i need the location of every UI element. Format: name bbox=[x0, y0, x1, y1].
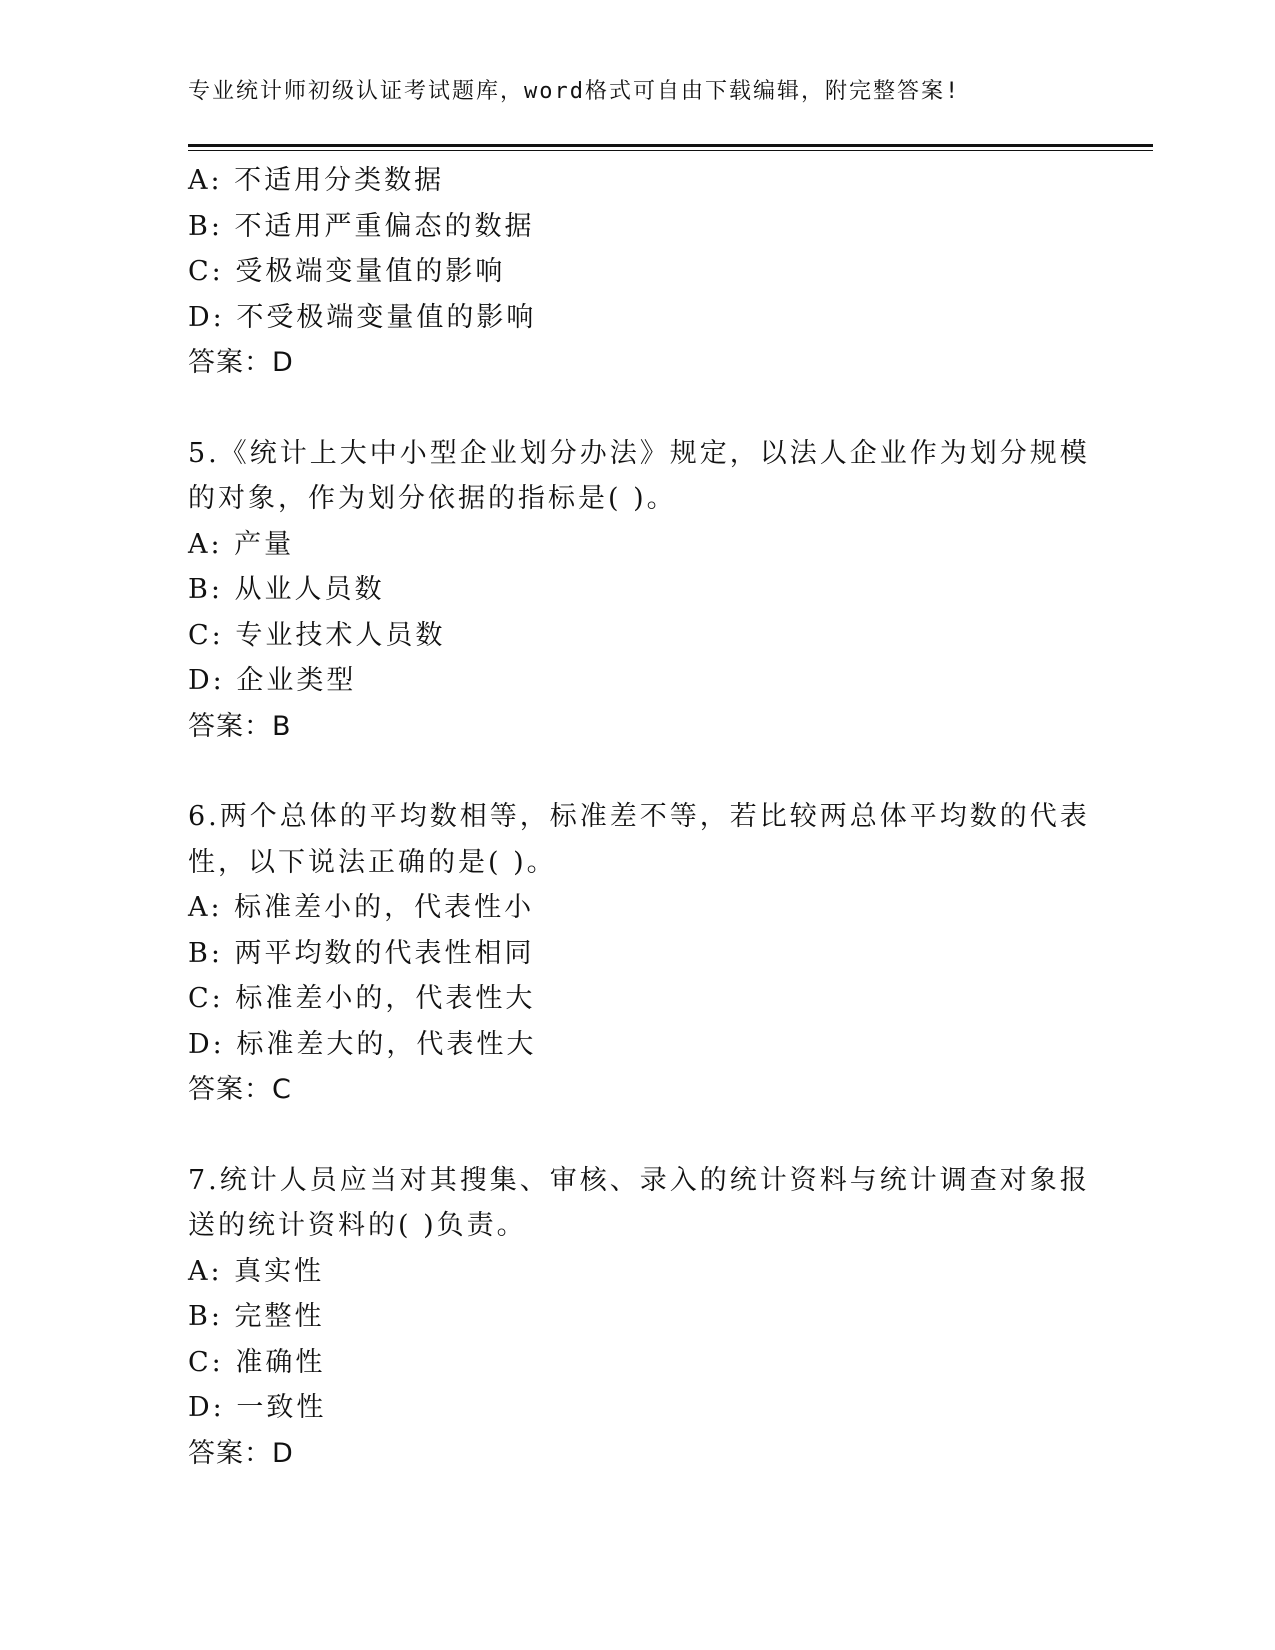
spacer bbox=[188, 1113, 1078, 1158]
answer-line: 答案：C bbox=[188, 1074, 292, 1105]
question-text-line: 性，以下说法正确的是( )。 bbox=[188, 846, 557, 878]
option-d: D: 标准差大的，代表性大 bbox=[188, 1028, 537, 1060]
option-a: A: 标准差小的，代表性小 bbox=[188, 892, 535, 923]
question-text-line: 6.两个总体的平均数相等，标准差不等，若比较两总体平均数的代表 bbox=[188, 801, 1090, 832]
header-rule-thick bbox=[188, 144, 1153, 147]
question-6 bbox=[188, 794, 1090, 1113]
page-header: 专业统计师初级认证考试题库，word格式可自由下载编辑，附完整答案! bbox=[188, 79, 961, 104]
option-c: C: 专业技术人员数 bbox=[188, 619, 446, 651]
option-b: B: 两平均数的代表性相同 bbox=[188, 937, 535, 969]
question-4-continued bbox=[188, 158, 1078, 386]
answer-line: 答案：B bbox=[188, 710, 292, 742]
spacer bbox=[188, 749, 1078, 794]
question-text-line: 5.《统计上大中小型企业划分办法》规定，以法人企业作为划分规模 bbox=[188, 437, 1090, 469]
option-d: D: 不受极端变量值的影响 bbox=[188, 301, 537, 333]
option-c: C: 受极端变量值的影响 bbox=[188, 256, 506, 287]
option-a: A: 产量 bbox=[188, 528, 295, 560]
option-b: B: 不适用严重偏态的数据 bbox=[188, 210, 535, 242]
option-d: D: 企业类型 bbox=[188, 665, 357, 696]
option-c: C: 准确性 bbox=[188, 1346, 326, 1378]
answer-line: 答案：D bbox=[188, 1437, 294, 1469]
document-content bbox=[188, 158, 1090, 1476]
option-c: C: 标准差小的，代表性大 bbox=[188, 983, 536, 1014]
option-d: D: 一致性 bbox=[188, 1392, 327, 1423]
answer-line: 答案：D bbox=[188, 347, 294, 378]
option-a: A: 真实性 bbox=[188, 1255, 325, 1287]
option-a: A: 不适用分类数据 bbox=[188, 165, 445, 196]
question-text-line: 送的统计资料的( )负责。 bbox=[188, 1210, 527, 1241]
option-b: B: 完整性 bbox=[188, 1301, 325, 1332]
header-rule-thin bbox=[188, 150, 1153, 151]
spacer bbox=[188, 386, 1078, 431]
question-5 bbox=[188, 431, 1090, 750]
question-text-line: 7.统计人员应当对其搜集、审核、录入的统计资料与统计调查对象报 bbox=[188, 1164, 1090, 1196]
question-text-line: 的对象，作为划分依据的指标是( )。 bbox=[188, 483, 677, 514]
question-7 bbox=[188, 1158, 1090, 1477]
option-b: B: 从业人员数 bbox=[188, 574, 385, 605]
